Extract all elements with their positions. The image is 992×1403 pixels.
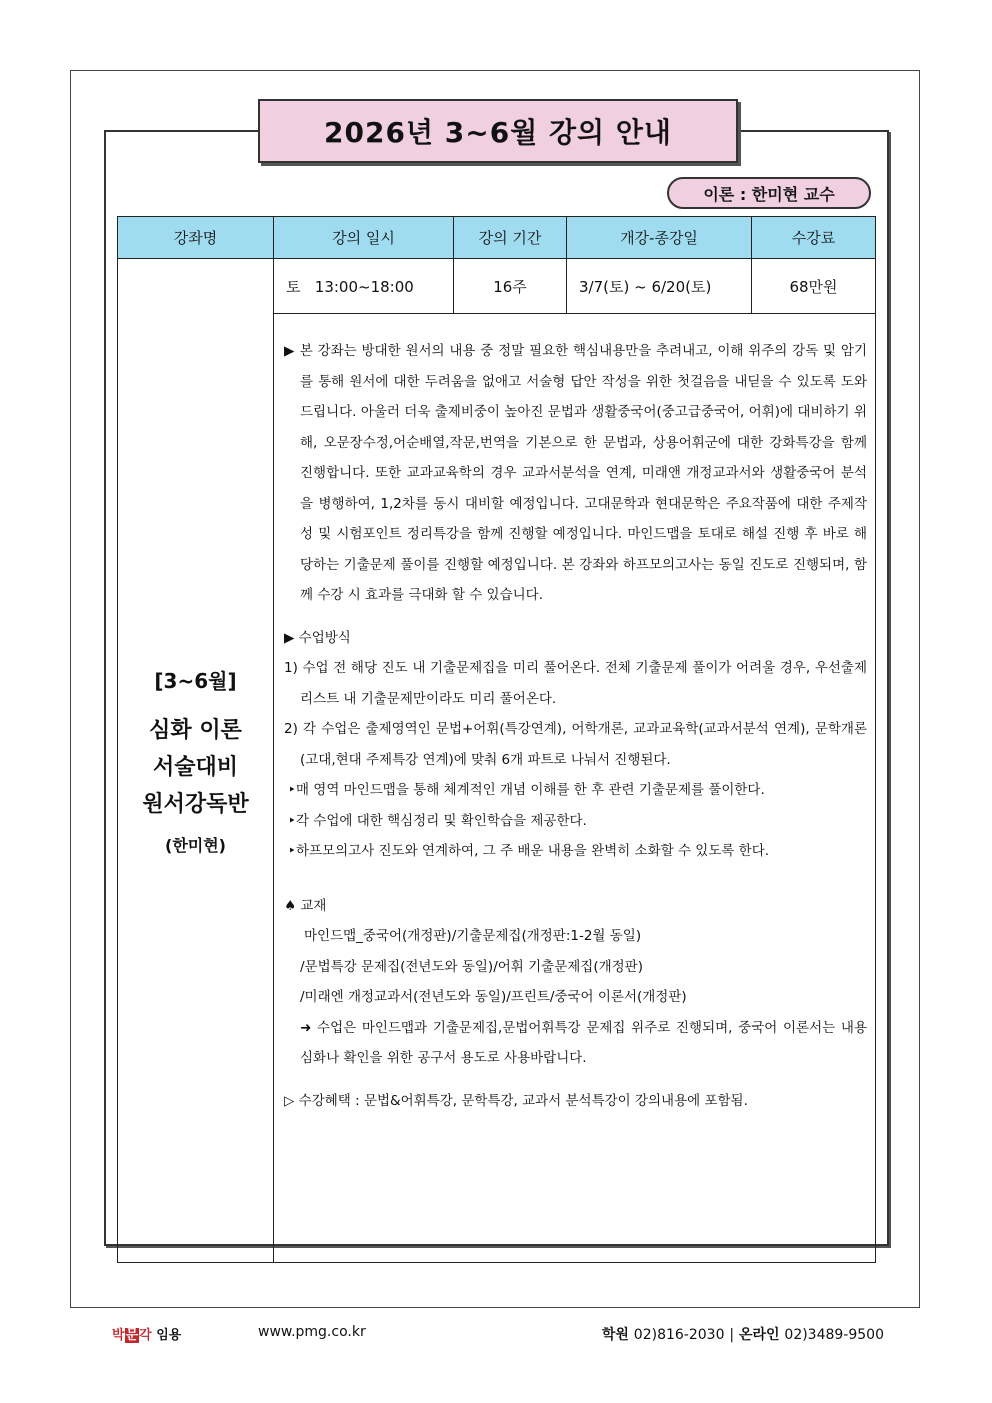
description-cell <box>274 314 876 1263</box>
fee-cell: 68만원 <box>752 259 876 314</box>
course-name-cell <box>118 259 274 1263</box>
method-item-1: 1) 수업 전 해당 진도 내 기출문제집을 미리 풀어온다. 전체 기출문제 풀이가 어려울 경우, 우선출제리스트 내 기출문제만이라도 미리 풀어온다. <box>284 660 867 707</box>
course-instructor: (한미현) <box>165 836 226 855</box>
method-bullet: ‣매 영역 마인드맵을 통해 체계적인 개념 이해를 한 후 관련 기출문제를 풀이한다. <box>288 782 765 798</box>
course-title <box>119 712 272 823</box>
spacer <box>284 1074 867 1086</box>
header-course-name: 강좌명 <box>118 217 274 259</box>
duration-cell: 16주 <box>454 259 567 314</box>
textbook-note: ➜ 수업은 마인드맵과 기출문제집,문법어휘특강 문제집 위주로 진행되며, 중국어 이론서는 내용심화나 확인을 위한 공구서 용도로 사용바랍니다. <box>300 1019 867 1066</box>
professor-badge: 이론 : 한미현 교수 <box>667 177 871 209</box>
logo-char: 각 <box>139 1328 152 1343</box>
academy-phone: 02)816-2030 <box>633 1327 725 1343</box>
contact-phones <box>602 1324 884 1344</box>
textbook-item: /문법특강 문제집(전년도와 동일)/어휘 기출문제집(개정판) <box>300 958 643 975</box>
separator: | <box>729 1327 735 1343</box>
course-table <box>117 216 876 1263</box>
schedule-cell: 토 13:00~18:00 <box>274 259 454 314</box>
method-title: ▶ 수업방식 <box>284 629 351 646</box>
course-title-line: 심화 이론 <box>149 718 242 743</box>
academy-label: 학원 <box>601 1327 629 1343</box>
website-link[interactable]: www.pmg.co.kr <box>258 1324 366 1340</box>
page-title: 2026년 3~6월 강의 안내 <box>258 99 738 163</box>
header-dates: 개강-종강일 <box>567 217 752 259</box>
logo-char: 문 <box>125 1328 139 1343</box>
textbook-item: /미래엔 개정교과서(전년도와 동일)/프린트/중국어 이론서(개정판) <box>300 989 687 1005</box>
course-title-line: 서술대비 <box>152 755 238 780</box>
course-period: [3~6월] <box>154 669 237 693</box>
dates-cell: 3/7(토) ~ 6/20(토) <box>567 259 752 314</box>
footer <box>0 1324 992 1348</box>
textbook-item: 마인드맵_중국어(개정판)/기출문제집(개정판:1-2월 동일) <box>304 928 642 944</box>
benefit-line: ▷ 수강혜택 : 문법&어휘특강, 문학특강, 교과서 분석특강이 강의내용에 포함됨. <box>284 1092 748 1109</box>
header-schedule: 강의 일시 <box>274 217 454 259</box>
method-bullet: ‣하프모의고사 진도와 연계하여, 그 주 배운 내용을 완벽히 소화할 수 있도록 한다. <box>288 843 770 859</box>
course-title-line: 원서강독반 <box>142 792 249 817</box>
spacer <box>284 867 867 891</box>
textbook-title: ♠ 교재 <box>284 897 327 914</box>
spacer <box>284 611 867 623</box>
logo-char: 박 <box>112 1328 125 1343</box>
publisher-logo <box>112 1324 181 1343</box>
header-duration: 강의 기간 <box>454 217 567 259</box>
header-fee: 수강료 <box>752 217 876 259</box>
online-label: 온라인 <box>738 1327 780 1343</box>
table-header-row <box>118 217 876 259</box>
logo-suffix: 임용 <box>151 1328 182 1343</box>
table-row <box>118 259 876 314</box>
online-phone: 02)3489-9500 <box>784 1327 884 1343</box>
method-bullet: ‣각 수업에 대한 핵심정리 및 확인학습을 제공한다. <box>288 812 587 829</box>
intro-paragraph: ▶ 본 강좌는 방대한 원서의 내용 중 정말 필요한 핵심내용만을 추려내고, 이해 위주의 강독 및 암기를 통해 원서에 대한 두려움을 없애고 서술형 답안 작성을 위한 첫걸음을 내딛을 수 있도록 도와드립니다. 아울러 더욱 출제비중이 높아진 문법과 생활중국어(중고급중국어, 어휘)에 대비하기 위해, 오문장수정,어순배열,작문,번역을 기본으로 한 문법과, 상용어휘군에 대한 강화특강을 함께 진행합니다. 또한 교과교육학의 경우 교과서분석을 연계, 미래앤 개정교과서와 생활중국어 분석을 병행하여, 1,2차를 동시 대비할 예정입니다. 고대문학과 현대문학은 주요작품에 대한 주제작성 및 시험포인트 정리특강을 함께 진행할 예정입니다. 마인드맵을 토대로 해설 진행 후 바로 해당하는 기출문제 풀이를 진행할 예정입니다. 본 강좌와 하프모의고사는 동일 진도로 진행되며, 함께 수강 시 효과를 극대화 할 수 있습니다. <box>284 343 867 603</box>
method-item-2: 2) 각 수업은 출제영역인 문법+어휘(특강연계), 어학개론, 교과교육학(교과서분석 연계), 문학개론(고대,현대 주제특강 연계)에 맞춰 6개 파트로 나눠서 진행된다. <box>284 721 867 768</box>
